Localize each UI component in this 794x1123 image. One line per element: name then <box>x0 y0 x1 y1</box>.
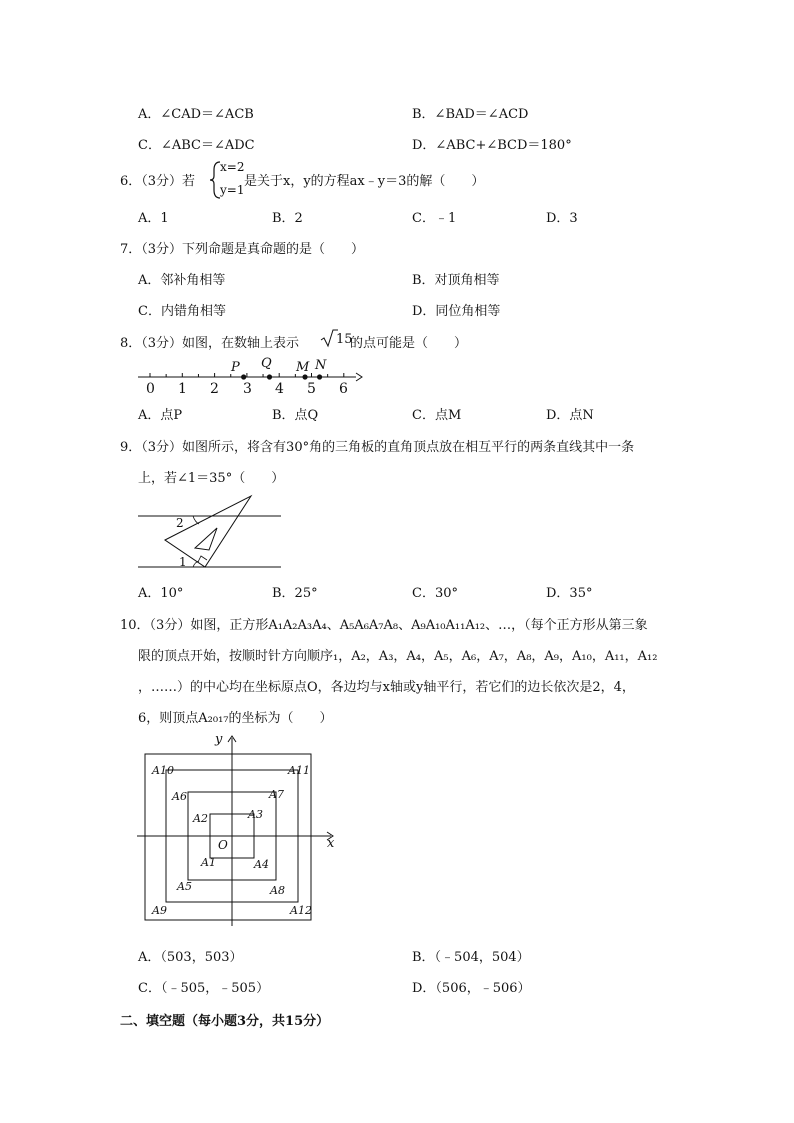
q7-stem: 7．（3分）下列命题是真命题的是（ ） <box>120 242 365 257</box>
q8-option-a: A．点P <box>138 408 183 423</box>
q7-option-c: C．内错角相等 <box>138 304 226 319</box>
vertex-label-a7: A7 <box>269 788 284 801</box>
q5-option-b: B．∠BAD＝∠ACD <box>412 107 529 122</box>
origin-label: O <box>218 838 228 852</box>
vertex-label-a5: A5 <box>177 880 192 893</box>
q10-option-a: A．（503，503） <box>138 950 243 965</box>
q6-stem-suffix: 是关于x，y的方程ax﹣y＝3的解（ ） <box>244 174 485 189</box>
angle-label-2: 2 <box>176 516 184 530</box>
q6-equation-x: x=2 <box>220 160 245 174</box>
vertex-label-a3: A3 <box>248 808 263 821</box>
q8-option-c: C．点M <box>412 408 462 423</box>
q10-option-b: B．（﹣504，504） <box>412 950 530 965</box>
number-line-ticks <box>150 373 344 377</box>
q8-option-b: B．点Q <box>272 408 319 423</box>
tick-label-6: 6 <box>339 381 348 397</box>
q7-option-a: A．邻补角相等 <box>138 273 226 288</box>
q8-radicand: 15 <box>336 332 353 347</box>
vertex-label-a9: A9 <box>152 904 167 917</box>
q5-option-c: C．∠ABC＝∠ADC <box>138 138 255 153</box>
tick-label-5: 5 <box>307 381 316 397</box>
vertex-label-a11: A11 <box>288 764 310 777</box>
number-line-arrow <box>356 373 362 381</box>
q8-stem-b: 的点可能是（ ） <box>350 336 468 351</box>
vertex-label-a12: A12 <box>290 904 312 917</box>
q6-option-d: D．3 <box>546 211 578 226</box>
q10-stem-line3: ，……）的中心均在坐标原点O，各边均与x轴或y轴平行，若它们的边长依次是2，4， <box>138 680 635 695</box>
q7-option-b: B．对顶角相等 <box>412 273 500 288</box>
tick-label-4: 4 <box>275 381 284 397</box>
angle-label-1: 1 <box>179 555 187 569</box>
q8-stem-a: 8．（3分）如图，在数轴上表示 <box>120 336 300 351</box>
point-n <box>317 374 322 379</box>
q9-option-a: A．10° <box>138 586 184 601</box>
tick-label-3: 3 <box>243 381 252 397</box>
q6-equation-y: y=1 <box>220 183 245 197</box>
q10-stem-line4: 6，则顶点A₂₀₁₇的坐标为（ ） <box>138 711 333 726</box>
vertex-label-a6: A6 <box>172 790 187 803</box>
q5-option-a: A．∠CAD＝∠ACB <box>138 107 254 122</box>
q7-option-d: D．同位角相等 <box>412 304 501 319</box>
section-2-heading: 二、填空题（每小题3分，共15分） <box>120 1014 330 1029</box>
set-square-outer <box>165 496 251 567</box>
q9-option-d: D．35° <box>546 586 593 601</box>
q9-stem-line2: 上，若∠1＝35°（ ） <box>138 471 285 486</box>
point-label-m: M <box>296 360 310 375</box>
set-square-inner <box>195 528 217 550</box>
vertex-label-a1: A1 <box>201 856 216 869</box>
q9-option-b: B．25° <box>272 586 318 601</box>
vertex-label-a10: A10 <box>152 764 174 777</box>
vertex-label-a4: A4 <box>254 858 269 871</box>
q6-option-c: C．﹣1 <box>412 211 457 226</box>
q10-stem-line1: 10．（3分）如图，正方形A₁A₂A₃A₄、A₅A₆A₇A₈、A₉A₁₀A₁₁A₁₂、…，（每个正方形从第三象 <box>120 618 648 633</box>
axis-label-x: x <box>327 836 335 851</box>
q9-stem-line1: 9．（3分）如图所示，将含有30°角的三角板的直角顶点放在相互平行的两条直线其中一条 <box>120 440 635 455</box>
q10-stem-line2: 限的顶点开始，按顺时针方向顺序₁，A₂，A₃，A₄，A₅，A₆，A₇，A₈，A₉，A₁₀，A₁₁，A₁₂ <box>138 649 658 664</box>
q6-option-b: B．2 <box>272 211 303 226</box>
point-q <box>267 374 272 379</box>
right-angle-mark <box>198 556 207 562</box>
axis-label-y: y <box>215 732 223 747</box>
vertex-label-a8: A8 <box>270 884 285 897</box>
q10-option-d: D．（506，﹣506） <box>412 981 531 996</box>
q6-stem-prefix: 6．（3分）若 <box>120 174 196 189</box>
q8-option-d: D．点N <box>546 408 594 423</box>
vertex-label-a2: A2 <box>193 812 208 825</box>
point-label-p: P <box>231 360 240 375</box>
point-m <box>302 374 307 379</box>
q6-option-a: A．1 <box>138 211 169 226</box>
point-label-n: N <box>315 358 327 373</box>
q10-option-c: C．（﹣505，﹣505） <box>138 981 270 996</box>
tick-label-1: 1 <box>178 381 187 397</box>
point-p <box>241 374 246 379</box>
tick-label-0: 0 <box>146 381 155 397</box>
point-label-q: Q <box>261 356 272 371</box>
q5-option-d: D．∠ABC+∠BCD＝180° <box>412 138 572 153</box>
q9-figure <box>135 492 285 572</box>
square-4 <box>145 754 311 920</box>
q10-squares-figure <box>135 732 345 928</box>
q9-option-c: C．30° <box>412 586 458 601</box>
tick-label-2: 2 <box>210 381 219 397</box>
